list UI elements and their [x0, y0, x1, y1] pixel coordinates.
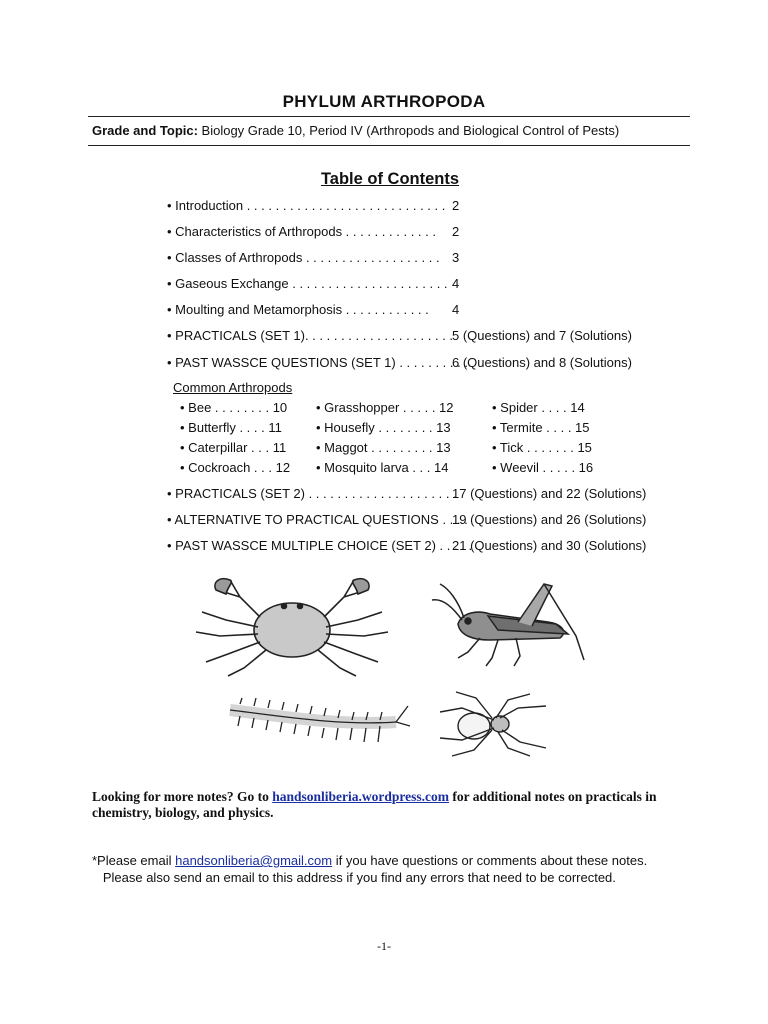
common-item: • Termite . . . . 15 [492, 420, 590, 435]
toc-item-label: • PRACTICALS (SET 1). . . . . . . . . . . . . . . . . . . . . [167, 328, 454, 343]
email-note-suffix: if you have questions or comments about these notes. [332, 853, 648, 868]
common-item: • Weevil . . . . . 16 [492, 460, 594, 475]
crab-illustration [190, 572, 395, 682]
wordpress-link[interactable]: handsonliberia.wordpress.com [272, 789, 450, 804]
common-item: • Bee . . . . . . . . 10 [180, 400, 288, 415]
email-note-line2: Please also send an email to this address if you find any errors that need to be corrected. [92, 870, 616, 885]
toc-item-label: • PRACTICALS (SET 2) . . . . . . . . . . . . . . . . . . . . . [167, 486, 457, 501]
centipede-illustration [220, 696, 412, 748]
toc-item-page: 4 [452, 276, 460, 291]
bottom-rule [88, 145, 690, 146]
toc-item-label: • ALTERNATIVE TO PRACTICAL QUESTIONS . . . . [167, 512, 468, 527]
document-title: PHYLUM ARTHROPODA [282, 92, 486, 111]
grade-label: Grade and Topic: [92, 123, 198, 138]
toc-heading: Table of Contents [320, 170, 460, 188]
toc-item-page: 21 (Questions) and 30 (Solutions) [452, 538, 647, 553]
spider-illustration [434, 690, 552, 760]
common-item: • Caterpillar . . . 11 [180, 440, 287, 455]
page-number: -1- [377, 939, 391, 953]
common-item: • Housefly . . . . . . . . 13 [316, 420, 451, 435]
grasshopper-illustration [428, 574, 590, 674]
email-note-prefix: *Please email [92, 853, 176, 868]
common-item: • Mosquito larva . . . 14 [316, 460, 449, 475]
toc-item-label: • PAST WASSCE QUESTIONS (SET 1) . . . . . . . . . . [167, 355, 468, 370]
common-item: • Cockroach . . . 12 [180, 460, 291, 475]
toc-item-page: 2 [452, 224, 460, 239]
top-rule [88, 116, 690, 117]
toc-item-page: 5 (Questions) and 7 (Solutions) [452, 328, 632, 343]
toc-item-page: 2 [452, 198, 460, 213]
toc-item-label: • Introduction . . . . . . . . . . . . . . . . . . . . . . . . . . . . [167, 198, 446, 213]
toc-item-label: • Classes of Arthropods . . . . . . . . . . . . . . . . . . . [167, 250, 440, 265]
toc-item-page: 4 [452, 302, 460, 317]
toc-item-label: • PAST WASSCE MULTIPLE CHOICE (SET 2) . . . . . [167, 538, 473, 553]
toc-item-label: • Gaseous Exchange . . . . . . . . . . . . . . . . . . . . . . [167, 276, 448, 291]
grade-value: Biology Grade 10, Period IV (Arthropods and Biological Control of Pests) [197, 123, 620, 138]
more-notes-paragraph [92, 789, 692, 821]
more-notes-suffix: for additional notes on practicals in chemistry, biology, and physics. [92, 789, 657, 820]
toc-item-label: • Moulting and Metamorphosis . . . . . . . . . . . . [167, 302, 429, 317]
more-notes-prefix: Looking for more notes? Go to [92, 789, 273, 804]
common-item: • Grasshopper . . . . . 12 [316, 400, 454, 415]
common-item: • Butterfly . . . . 11 [180, 420, 282, 435]
common-item: • Spider . . . . 14 [492, 400, 585, 415]
common-item: • Maggot . . . . . . . . . 13 [316, 440, 451, 455]
toc-item-page: 6 (Questions) and 8 (Solutions) [452, 355, 632, 370]
toc-item-page: 17 (Questions) and 22 (Solutions) [452, 486, 647, 501]
common-item: • Tick . . . . . . . 15 [492, 440, 592, 455]
toc-item-page: 3 [452, 250, 460, 265]
toc-item-page: 19 (Questions) and 26 (Solutions) [452, 512, 647, 527]
toc-item-label: • Characteristics of Arthropods . . . . . . . . . . . . . [167, 224, 436, 239]
email-link[interactable]: handsonliberia@gmail.com [175, 853, 333, 868]
grade-and-topic [92, 123, 619, 138]
email-note [92, 852, 647, 886]
common-arthropods-heading: Common Arthropods [173, 380, 293, 395]
